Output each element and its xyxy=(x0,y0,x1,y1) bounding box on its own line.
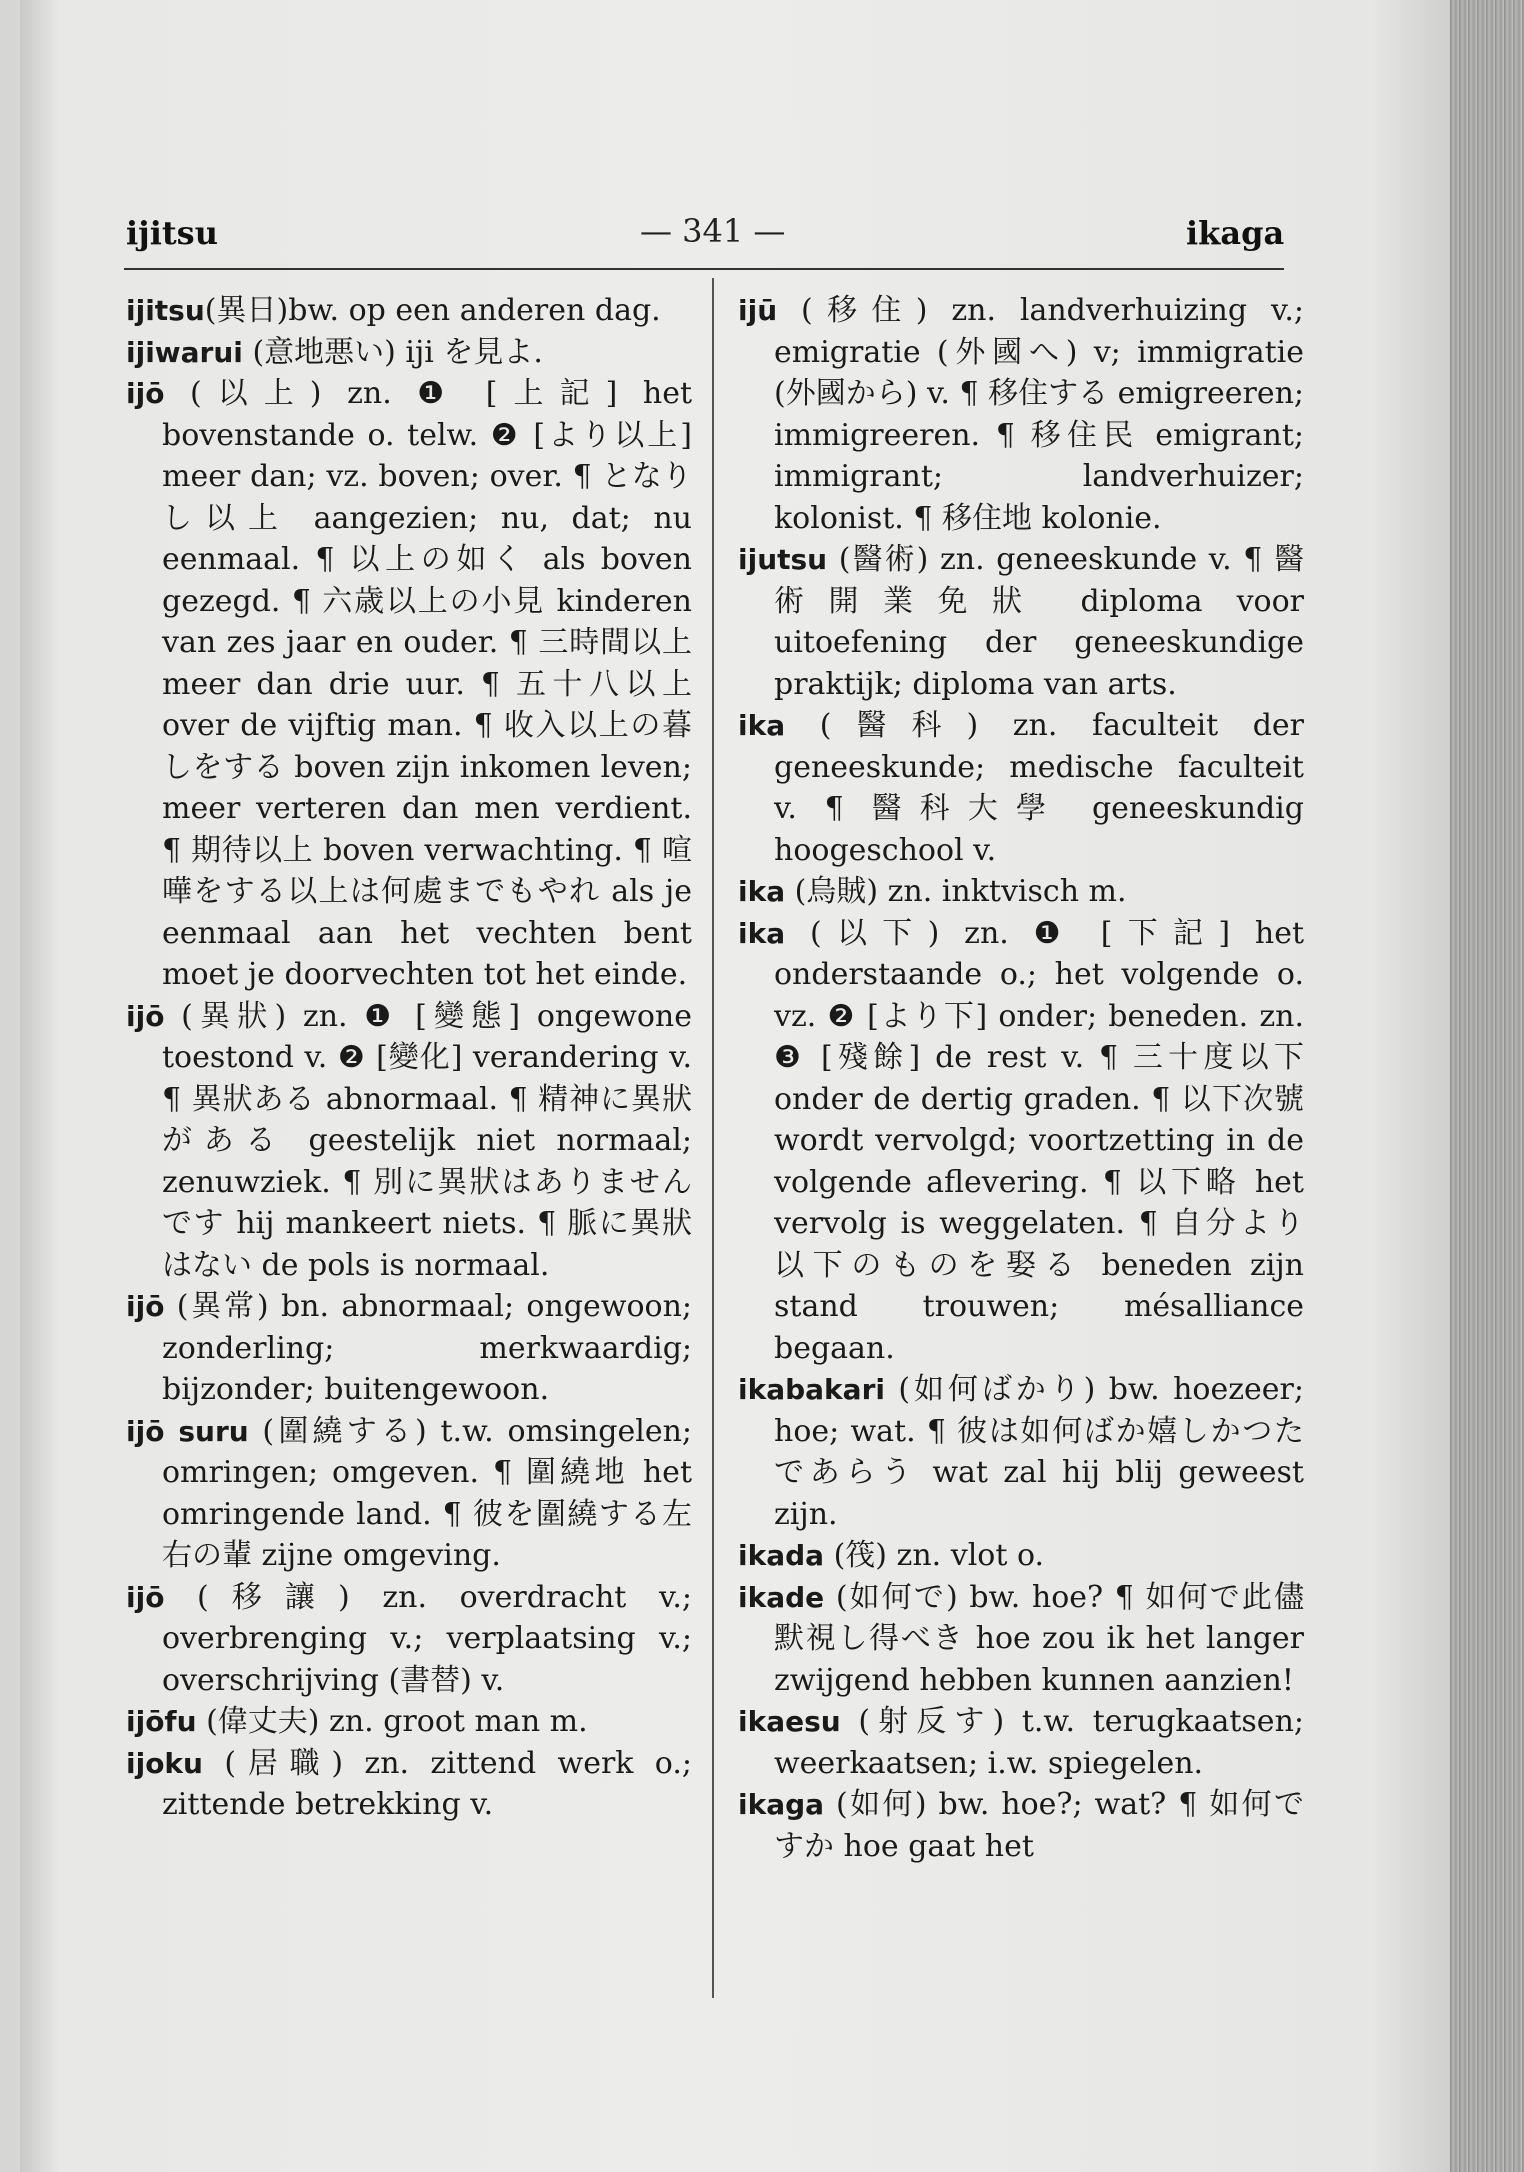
headword: ijō suru xyxy=(126,1414,249,1448)
definition: (異日)bw. op een anderen dag. xyxy=(204,293,661,328)
headword: ijū xyxy=(738,294,778,327)
definition: (射反す) t.w. terugkaatsen; weerkaatsen; i.w. spiegelen. xyxy=(774,1704,1304,1781)
headword: ijiwarui xyxy=(126,335,243,369)
definition: (醫科) zn. faculteit der geneeskunde; medische faculteit v. ¶ 醫科大學 geneeskundig hoogeschool v. xyxy=(774,708,1304,868)
headword: ijitsu xyxy=(126,294,205,327)
dictionary-entry xyxy=(738,1369,1304,1535)
dictionary-entry xyxy=(126,1411,692,1577)
dictionary-entry xyxy=(738,539,1304,705)
dictionary-entry xyxy=(126,1743,692,1826)
headword: ika xyxy=(738,875,786,908)
running-header xyxy=(0,208,1524,258)
dictionary-entry xyxy=(126,373,692,996)
definition: (以上) zn. ❶ [上記] het bovenstande o. telw. ❷ [より以上] meer dan; vz. boven; over. ¶ となりし以上 aangezien; nu, dat; nu eenmaal. ¶ 以上の如く als boven gezegd. ¶ 六歳以上の小見 kinderen van zes jaar en ouder. ¶ 三時間以上 meer dan drie uur. ¶ 五十八以上 over de vijftig man. ¶ 收入以上の暮しをする boven zijn inkomen leven; meer verteren dan men verdient. ¶ 期待以上 boven verwachting. ¶ 喧嘩をする以上は何處までもやれ als je eenmaal aan het vechten bent moet je doorvechten tot het einde. xyxy=(162,376,692,992)
headword: ijō xyxy=(126,1290,165,1323)
definition: (烏賊) zn. inktvisch m. xyxy=(785,874,1127,909)
definition: (如何) bw. hoe?; wat? ¶ 如何ですか hoe gaat het xyxy=(774,1787,1304,1864)
column-divider xyxy=(712,278,714,1998)
definition: (以下) zn. ❶ [下記] het onderstaande o.; het volgende o. vz. ❷ [より下] onder; beneden. zn. ❸ [殘餘] de rest v. ¶ 三十度以下 onder de dertig graden. ¶ 以下次號 wordt vervolgd; voortzetting in de volgende aflevering. ¶ 以下略 het vervolg is weggelaten. ¶ 自分より以下のものを娶る beneden zijn stand trouwen; mésalliance begaan. xyxy=(774,915,1304,1366)
headword: ijō xyxy=(126,999,165,1033)
headword: ijōfu xyxy=(126,1705,197,1738)
headword: ika xyxy=(738,709,786,742)
dictionary-entry xyxy=(738,871,1304,913)
dictionary-entry xyxy=(738,913,1304,1370)
headword: ikade xyxy=(738,1580,825,1614)
definition: (移住) zn. landverhuizing v.; emigratie (外國へ) v; immigratie (外國から) v. ¶ 移住する emigreeren; immigreeren. ¶ 移住民 emigrant; immigrant; landverhuizer; kolonist. ¶ 移住地 kolonie. xyxy=(774,293,1304,536)
definition: (意地悪い) iji を見よ. xyxy=(242,334,543,370)
dictionary-entry xyxy=(738,1784,1304,1867)
headword: ikaga xyxy=(738,1788,825,1821)
definition: (筏) zn. vlot o. xyxy=(824,1538,1045,1573)
right-column xyxy=(738,290,1304,1867)
dictionary-entry xyxy=(126,1577,692,1702)
definition: (異常) bn. abnormaal; ongewoon; zonderling; merkwaardig; bijzonder; buitengewoon. xyxy=(162,1289,692,1407)
definition: (圍繞する) t.w. omsingelen; omringen; omgeven. ¶ 圍繞地 het omringende land. ¶ 彼を圍繞する左右の輩 zijne omgeving. xyxy=(162,1413,692,1573)
page-number: — 341 — xyxy=(640,212,786,250)
headword: ikada xyxy=(738,1539,825,1572)
definition: (移讓) zn. overdracht v.; overbrenging v.; verplaatsing v.; overschrijving (書替) v. xyxy=(162,1579,692,1698)
left-column xyxy=(126,290,692,1826)
guide-word-right: ikaga xyxy=(1186,214,1285,252)
headword: ijutsu xyxy=(738,543,828,576)
dictionary-entry xyxy=(126,1701,692,1743)
headword: ika xyxy=(738,916,786,950)
dictionary-entry xyxy=(738,705,1304,871)
dictionary-entry xyxy=(738,1535,1304,1577)
dictionary-entry xyxy=(126,996,692,1287)
page-edge-stack xyxy=(1450,0,1524,2172)
headword: ikaesu xyxy=(738,1705,841,1738)
headword: ijoku xyxy=(126,1746,203,1780)
headword: ikabakari xyxy=(738,1373,885,1406)
dictionary-entry xyxy=(126,290,692,332)
dictionary-entry xyxy=(126,1286,692,1411)
dictionary-entry xyxy=(126,332,692,374)
dictionary-entry xyxy=(738,1701,1304,1784)
headword: ijō xyxy=(126,1580,165,1614)
definition: (醫術) zn. geneeskunde v. ¶ 醫術開業免狀 diploma voor uitoefening der geneeskundige praktijk; diploma van arts. xyxy=(774,542,1304,702)
definition: (偉丈夫) zn. groot man m. xyxy=(196,1704,588,1739)
header-rule xyxy=(124,268,1284,270)
headword: ijō xyxy=(126,377,165,410)
guide-word-left: ijitsu xyxy=(126,214,218,252)
definition: (如何ばかり) bw. hoezeer; hoe; wat. ¶ 彼は如何ばか嬉しかつたであらう wat zal hij blij geweest zijn. xyxy=(774,1372,1304,1532)
definition: (如何で) bw. hoe? ¶ 如何で此儘默視し得べき hoe zou ik het langer zwijgend hebben kunnen aanzien! xyxy=(774,1579,1304,1698)
definition: (居職) zn. zittend werk o.; zittende betrekking v. xyxy=(162,1745,692,1822)
dictionary-entry xyxy=(738,1577,1304,1702)
dictionary-entry xyxy=(738,290,1304,539)
definition: (異狀) zn. ❶ [變態] ongewone toestond v. ❷ [變化] verandering v. ¶ 異狀ある abnormaal. ¶ 精神に異狀がある geestelijk niet normaal; zenuwziek. ¶ 別に異狀はありませんです hij mankeert niets. ¶ 脈に異狀はない de pols is normaal. xyxy=(162,998,692,1283)
